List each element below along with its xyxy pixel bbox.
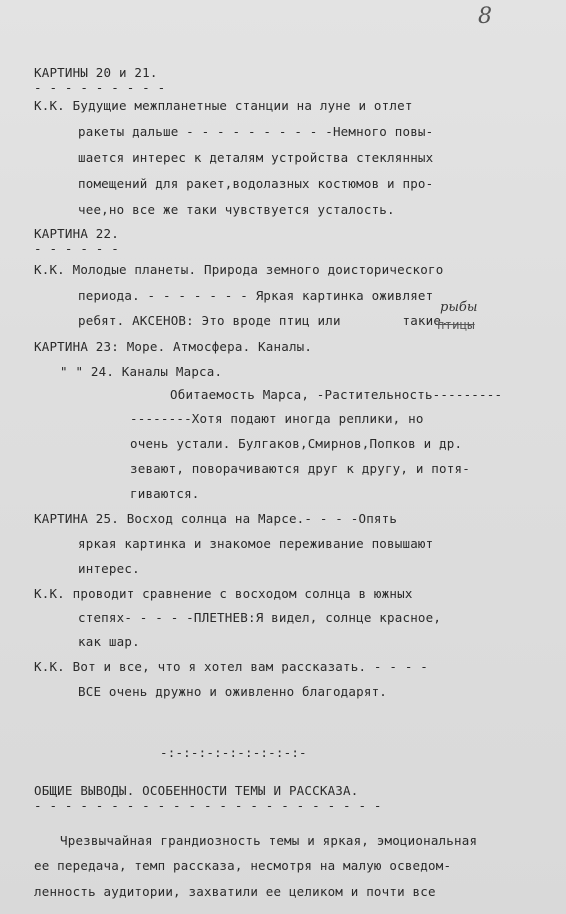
text-line: КАРТИНЫ 20 и 21.: [34, 65, 158, 80]
text-line: яркая картинка и знакомое переживание повышают: [78, 536, 434, 551]
text-line: КАРТИНА 23: Море. Атмосфера. Каналы.: [34, 339, 313, 354]
text-line: ракеты дальше - - - - - - - - - -Немного повы-: [78, 124, 434, 139]
text-line: - - - - - -: [34, 241, 119, 256]
text-line: К.К. Вот и все, что я хотел вам рассказать. - - - -: [34, 659, 429, 674]
text-line: Чрезвычайная грандиозность темы и яркая, эмоциональная: [60, 833, 478, 848]
text-line: ОБЩИЕ ВЫВОДЫ. ОСОБЕННОСТИ ТЕМЫ И РАССКАЗА.: [34, 783, 359, 798]
text-line: -:-:-:-:-:-:-:-:-:-: [160, 745, 307, 760]
text-line: ребят. АКСЕНОВ: Это вроде птиц или такие.: [78, 313, 449, 328]
text-line: ленность аудитории, захватили ее целиком и почти все: [34, 884, 436, 899]
text-line: ВСЕ очень дружно и оживленно благодарят.: [78, 684, 388, 699]
text-line: К.К. проводит сравнение с восходом солнца в южных: [34, 586, 413, 601]
text-line: шается интерес к деталям устройства стеклянных: [78, 150, 434, 165]
text-line: Обитаемость Марса, -Растительность---------: [170, 387, 503, 402]
text-line: помещений для ракет,водолазных костюмов и про-: [78, 176, 434, 191]
text-line: зевают, поворачиваются друг к другу, и потя-: [130, 461, 470, 476]
text-line: - - - - - - - - - - - - - - - - - - - - - - -: [34, 798, 382, 813]
handwritten-correction: рыбы: [440, 300, 478, 315]
text-line: КАРТИНА 25. Восход солнца на Марсе.- - - -Опять: [34, 511, 398, 526]
text-line: " " 24. Каналы Марса.: [60, 364, 223, 379]
text-line: КАРТИНА 22.: [34, 226, 119, 241]
text-line: периода. - - - - - - - Яркая картинка оживляет: [78, 288, 434, 303]
text-line: гиваются.: [130, 486, 200, 501]
text-line: ее передача, темп рассказа, несмотря на малую осведом-: [34, 858, 452, 873]
text-line: К.К. Будущие межпланетные станции на луне и отлет: [34, 98, 413, 113]
text-line: интерес.: [78, 561, 140, 576]
text-line: как шар.: [78, 634, 140, 649]
text-line: степях- - - - -ПЛЕТНЕВ:Я видел, солнце красное,: [78, 610, 442, 625]
text-line: очень устали. Булгаков,Смирнов,Попков и др.: [130, 436, 463, 451]
text-line: чее,но все же таки чувствуется усталость.: [78, 202, 395, 217]
page-number: 8: [478, 4, 492, 29]
struck-out-word: птицы: [437, 317, 475, 332]
text-line: --------Хотя подают иногда реплики, но: [130, 411, 424, 426]
text-line: - - - - - - - - -: [34, 80, 166, 95]
text-line: К.К. Молодые планеты. Природа земного доисторического: [34, 262, 444, 277]
